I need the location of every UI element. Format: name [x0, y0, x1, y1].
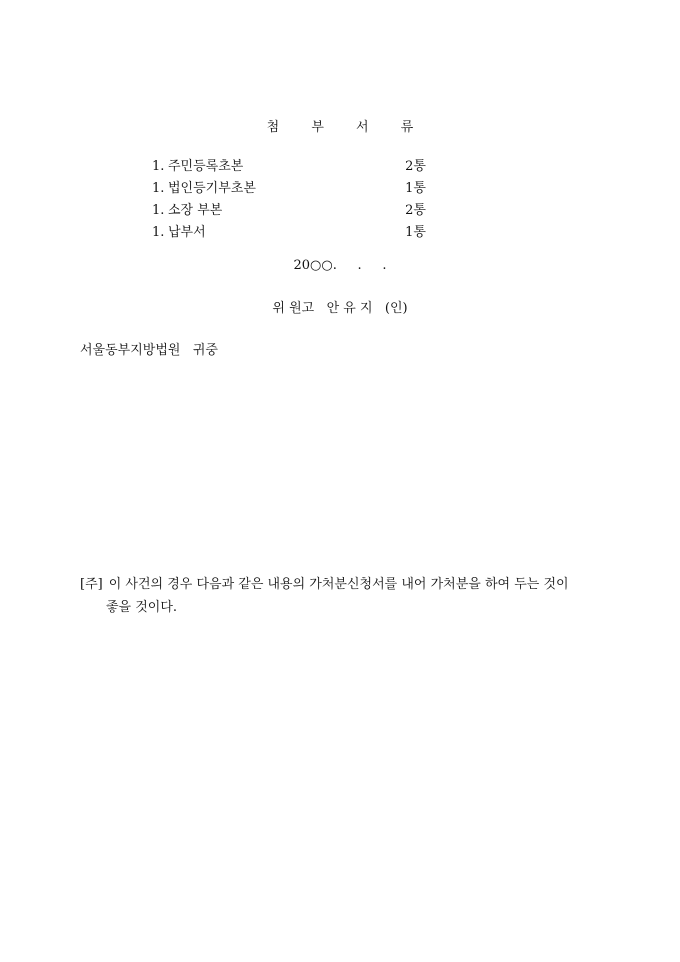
attachment-item: [152, 156, 442, 178]
note-first-line: [80, 573, 600, 596]
attachment-item: [152, 178, 442, 200]
note-paragraph: [80, 573, 600, 619]
attachment-number: 1.: [152, 203, 165, 218]
date-line: 20○○. . .: [293, 258, 387, 273]
attachment-number: 1.: [152, 181, 165, 196]
attachment-name: 법인등기부초본: [168, 181, 256, 196]
attachment-list: [152, 156, 442, 244]
attachment-number: 1.: [152, 225, 165, 240]
attachment-count: 1통: [405, 181, 426, 196]
court-addressee: 서울동부지방법원 귀중: [80, 343, 218, 358]
attachment-count: 2통: [405, 159, 426, 174]
attachment-name: 주민등록초본: [168, 159, 244, 174]
attachment-name: 납부서: [168, 225, 206, 240]
page-title: 첨 부 서 류: [266, 120, 428, 135]
note-text-line2: 좋을 것이다.: [106, 600, 178, 615]
attachment-item: [152, 222, 442, 244]
attachment-number: 1.: [152, 159, 165, 174]
attachment-name: 소장 부본: [168, 203, 223, 218]
attachment-item: [152, 200, 442, 222]
note-tag: [주]: [80, 577, 103, 592]
note-text-line1: 이 사건의 경우 다음과 같은 내용의 가처분신청서를 내어 가처분을 하여 두는 것이: [108, 577, 569, 592]
attachment-count: 2통: [405, 203, 426, 218]
attachment-count: 1통: [405, 225, 426, 240]
signature-line: 위 원고 안 유 지 (인): [272, 301, 408, 316]
